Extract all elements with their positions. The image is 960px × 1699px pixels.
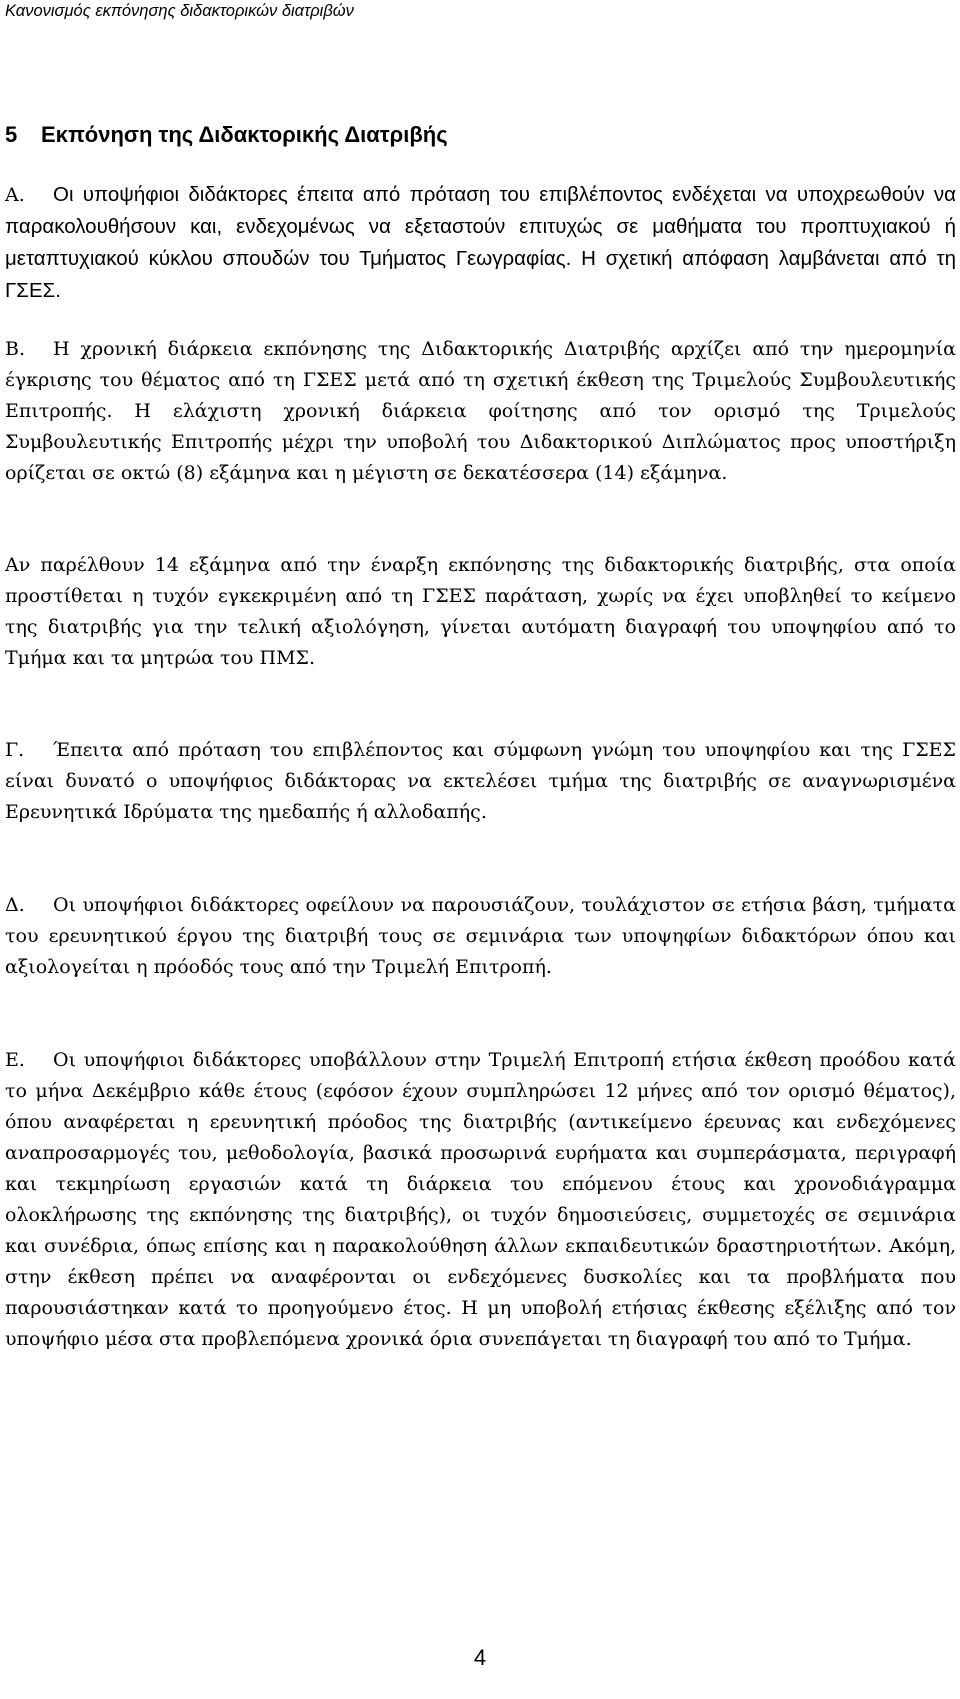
paragraph-b: [5, 334, 956, 489]
paragraph-text: Η χρονική διάρκεια εκπόνησης της Διδακτορικής Διατριβής αρχίζει από την ημερομηνία έγκρισης του θέματος από τη ΓΣΕΣ μετά από τη σχετική έκθεση της Τριμελούς Συμβουλευτικής Επιτροπής. Η ελάχιστη χρονική διάρκεια φοίτησης από τον ορισμό της Τριμελούς Συμβουλευτικής Επιτροπής μέχρι την υποβολή του Διδακτορικού Διπλώματος προς υποστήριξη ορίζεται σε οκτώ (8) εξάμηνα και η μέγιστη σε δεκατέσσερα (14) εξάμηνα.: [5, 338, 956, 484]
paragraph-a: [5, 179, 956, 307]
running-header: Κανονισμός εκπόνησης διδακτορικών διατριβών: [5, 2, 354, 20]
paragraph-marker: Β.: [5, 338, 26, 360]
paragraph-marker: Δ.: [5, 894, 25, 916]
paragraph-text: Οι υποψήφιοι διδάκτορες οφείλουν να παρουσιάζουν, τουλάχιστον σε ετήσια βάση, τμήματα του ερευνητικού έργου της διατριβή τους σε σεμινάρια των υποψηφίων διδακτόρων όπου και αξιολογείται η πρόοδός τους από την Τριμελή Επιτροπή.: [5, 894, 956, 978]
paragraph-g: [5, 735, 956, 828]
paragraph-b-continued: [5, 550, 956, 674]
paragraph-d: [5, 890, 956, 983]
paragraph-text: Έπειτα από πρόταση του επιβλέποντος και σύμφωνη γνώμη του υποψηφίου και της ΓΣΕΣ είναι δυνατό ο υποψήφιος διδάκτορας να εκτελέσει τμήμα της διατριβής σε αναγνωρισμένα Ερευνητικά Ιδρύματα της ημεδαπής ή αλλοδαπής.: [5, 739, 956, 823]
paragraph-marker: Ε.: [5, 1049, 25, 1071]
paragraph-marker: Γ.: [5, 739, 25, 761]
paragraph-marker: Α.: [5, 184, 25, 206]
section-heading: [5, 120, 448, 150]
paragraph-text: Οι υποψήφιοι διδάκτορες υποβάλλουν στην Τριμελή Επιτροπή ετήσια έκθεση προόδου κατά το μήνα Δεκέμβριο κάθε έτους (εφόσον έχουν συμπληρώσει 12 μήνες από τον ορισμό θέματος), όπου αναφέρεται η ερευνητική πρόοδος της διατριβής (αντικείμενο έρευνας και ενδεχόμενες αναπροσαρμογές του, μεθοδολογία, βασικά προσωρινά ευρήματα και συμπεράσματα, περιγραφή και τεκμηρίωση εργασιών κατά τη διάρκεια του επόμενου έτους και χρονοδιάγραμμα ολοκλήρωσης της εκπόνησης της διατριβής), οι τυχόν δημοσιεύσεις, συμμετοχές σε σεμινάρια και συνέδρια, όπως επίσης και η παρακολούθηση άλλων εκπαιδευτικών δραστηριοτήτων. Ακόμη, στην έκθεση πρέπει να αναφέρονται οι ενδεχόμενες δυσκολίες και τα προβλήματα που παρουσιάστηκαν κατά το προηγούμενο έτος. Η μη υποβολή ετήσιας έκθεσης εξέλιξης από τον υποψήφιο μέσα στα προβλεπόμενα χρονικά όρια συνεπάγεται τη διαγραφή του από το Τμήμα.: [5, 1049, 956, 1350]
paragraph-text: Οι υποψήφιοι διδάκτορες έπειτα από πρόταση του επιβλέποντος ενδέχεται να υποχρεωθούν να παρακολουθήσουν και, ενδεχομένως να εξεταστούν επιτυχώς σε μαθήματα του προπτυχιακού ή μεταπτυχιακού κύκλου σπουδών του Τμήματος Γεωγραφίας. Η σχετική απόφαση λαμβάνεται από τη ΓΣΕΣ.: [5, 183, 956, 302]
paragraph-text: Αν παρέλθουν 14 εξάμηνα από την έναρξη εκπόνησης της διδακτορικής διατριβής, στα οποία προστίθεται η τυχόν εγκεκριμένη από τη ΓΣΕΣ παράταση, χωρίς να έχει υποβληθεί το κείμενο της διατριβής για την τελική αξιολόγηση, γίνεται αυτόματη διαγραφή του υποψηφίου από το Τμήμα και τα μητρώα του ΠΜΣ.: [5, 554, 956, 669]
section-number: 5: [5, 122, 18, 147]
page-number: 4: [473, 1645, 487, 1670]
section-title: Εκπόνηση της Διδακτορικής Διατριβής: [41, 122, 448, 147]
paragraph-e: [5, 1045, 956, 1355]
